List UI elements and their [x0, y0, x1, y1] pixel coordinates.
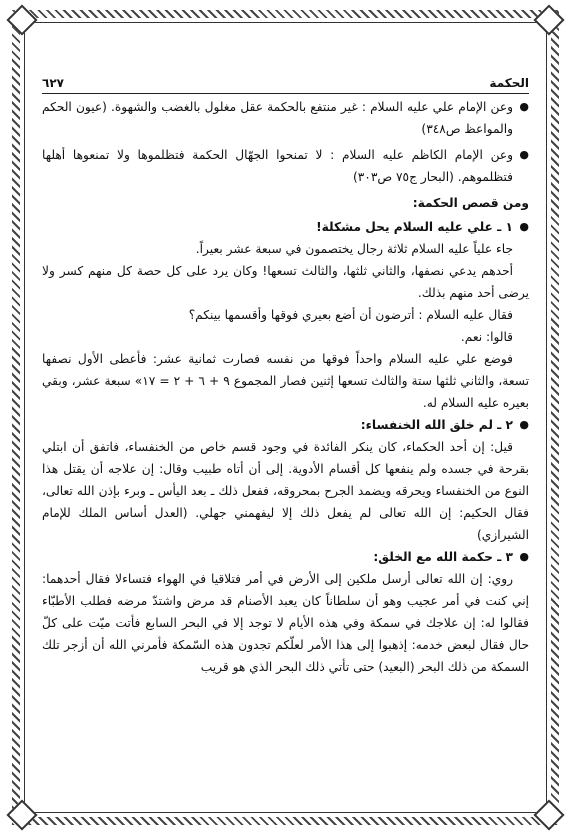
- story-title: ● ١ ـ علي عليه السلام يحل مشكلة!: [42, 216, 529, 238]
- paragraph: أحدهم يدعي نصفها، والثاني ثلثها، والثالث تسعها! وكان يرد على كل حصة كل منهم كسر ولا يرضى أحد منهم بذلك.: [42, 264, 529, 300]
- hadith-bullet: ● وعن الإمام علي عليه السلام : غير منتفع بالحكمة عقل مغلول بالغضب والشهوة. (عيون الحكم والمواعظ ص٣٤٨): [42, 96, 529, 140]
- story-title: ● ٣ ـ حكمة الله مع الخلق:: [42, 546, 529, 568]
- paragraph: قالوا: نعم.: [460, 330, 513, 344]
- hadith-bullet: ● وعن الإمام الكاظم عليه السلام : لا تمنحوا الجهّال الحكمة فتظلموها ولا تمنعوها أهلها فتظلموهم. (البحار ج٧٥ ص٣٠٣): [42, 144, 529, 188]
- paragraph: قيل: إن أحد الحكماء، كان ينكر الفائدة في وجود قسم خاص من الخنفساء، فاتفق أن ابتلي بقرحة في جسده ولم ينفعها كل أقسام الأدوية. إلى أن أتاه طبيب وقال: إن علاجه أن يقتل هذا النوع من الخنفساء ويحرقه ويضمد الجرح بمحروقه، ففعل ذلك ـ بعد اليأس ـ وبرء بإذن الله تعالى، فقال الحكيم: إن الله تعالى لم يفعل ذلك إلا ليفهمني جهلي. (العدل أساس الملك للإمام الشيرازي): [42, 440, 529, 542]
- paragraph: روي: إن الله تعالى أرسل ملكين إلى الأرض في أمر فتلاقيا في الهواء فتساءلا فقال أحدهما: إني كنت في أمر عجيب وهو أن سلطاناً كان يعبد الأصنام قد مرض واشتدّ مرضه فطلب الأطبّاء فقالوا له: إن علاجك في سمكة وفي هذه الأيام لا توجد إلا في البحر السابع فأتت ميّت على كلّ حال فقال لبعض خدمه: إذهبوا إلى هذا الأمر لعلّكم تجدون هذه السّمكة فأمرني الله أن أزجر تلك السمكة من ذلك البحر (البعيد) حتى تأتي ذلك البحر الذي هو قريب: [42, 572, 529, 674]
- story-title: ● ٢ ـ لم خلق الله الخنفساء:: [42, 414, 529, 436]
- paragraph: فقال عليه السلام : أترضون أن أضع بعيري فوقها وأقسمها بينكم؟: [188, 308, 513, 322]
- running-title: الحكمة: [489, 76, 529, 90]
- page-number: ٦٢٧: [42, 76, 64, 90]
- page-header: [42, 70, 529, 94]
- page-content: [42, 96, 529, 815]
- paragraph: فوضع علي عليه السلام واحداً فوقها من نفسه فصارت ثمانية عشر: فأعطى الأول نصفها تسعة، والثاني ثلثها ستة والثالث تسعها إثنين فصار المجموع ٩ + ٦ + ٢ = ١٧» سبعة عشر، وبقي بعيره عليه السلام له.: [42, 352, 529, 410]
- section-title: ومن قصص الحكمة:: [412, 196, 529, 210]
- paragraph: جاء علياً عليه السلام ثلاثة رجال يختصمون في سبعة عشر بعيراً.: [195, 242, 513, 256]
